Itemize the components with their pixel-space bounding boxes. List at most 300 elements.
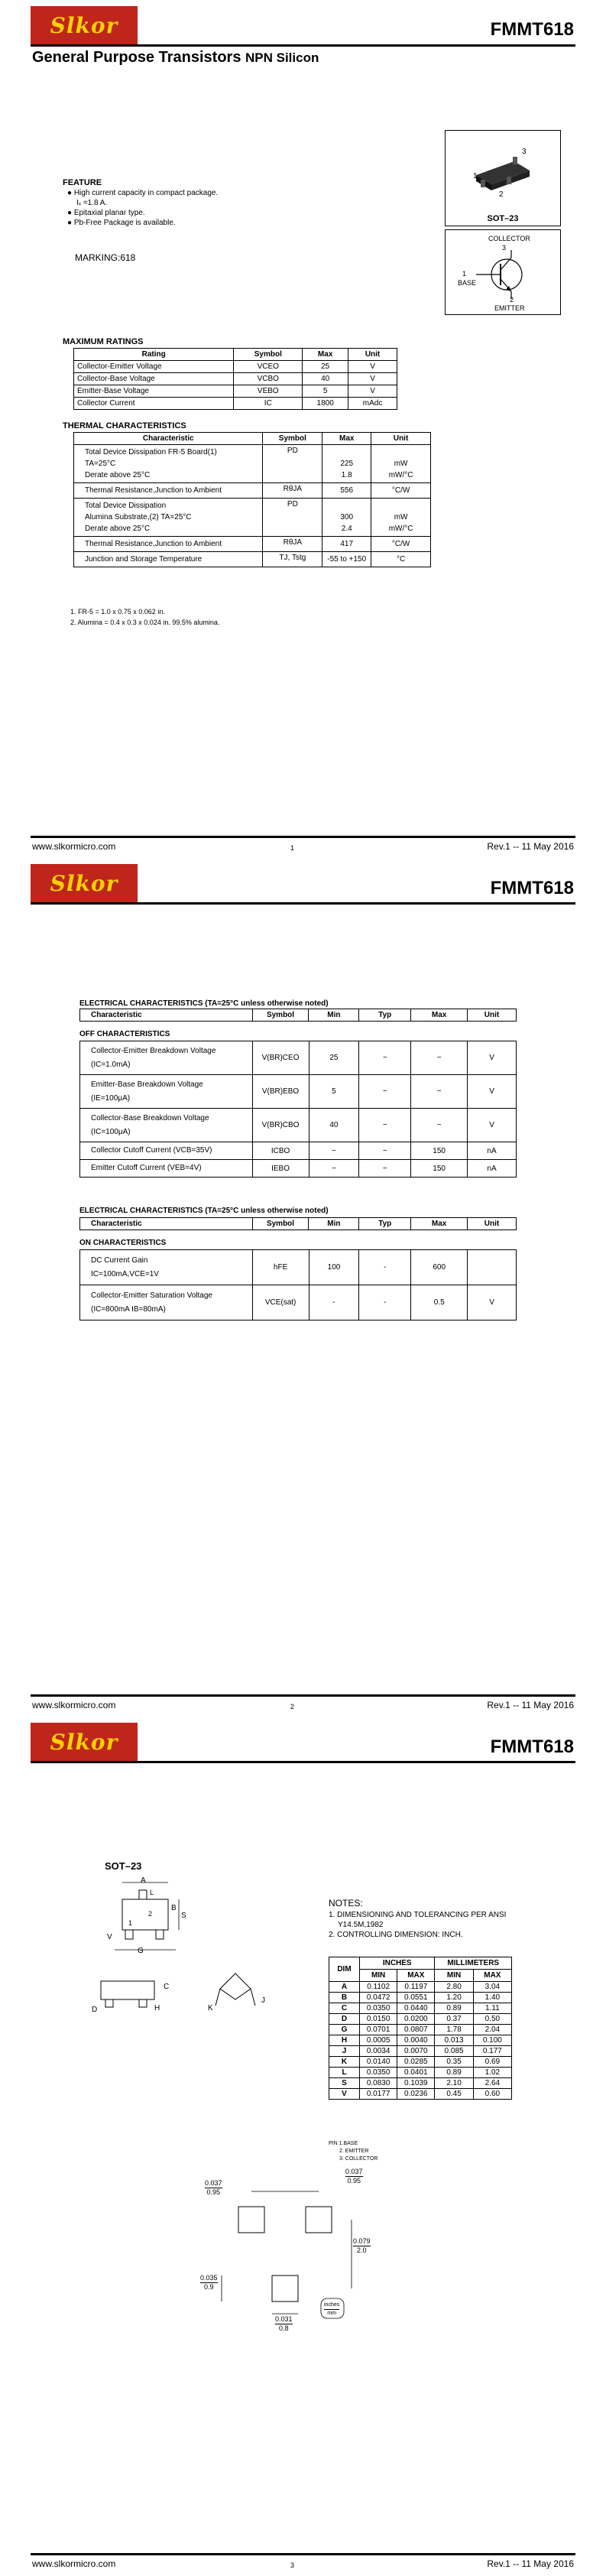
cell-line: mW bbox=[394, 460, 408, 468]
table-cell: 0.0034 bbox=[360, 2046, 397, 2057]
table-row bbox=[329, 2025, 512, 2035]
note-item: 1. FR-5 = 1.0 x 0.75 x 0.062 in. bbox=[70, 608, 165, 616]
svg-text:C: C bbox=[164, 1983, 170, 1991]
table-header-row bbox=[80, 1009, 517, 1022]
table-cell bbox=[80, 1109, 253, 1142]
svg-text:D: D bbox=[92, 2006, 98, 2014]
cell-line: IC=100mA,VCE=1V bbox=[91, 1269, 159, 1278]
table-cell bbox=[80, 1075, 253, 1109]
svg-text:1: 1 bbox=[128, 1919, 133, 1927]
table-cell: 0.0040 bbox=[397, 2035, 435, 2046]
page-number: 3 bbox=[290, 2561, 295, 2569]
table-row bbox=[80, 1109, 517, 1142]
brand-logo: Slkor bbox=[31, 864, 138, 902]
col-header: MAX bbox=[473, 1970, 511, 1982]
svg-text:V: V bbox=[107, 1933, 112, 1941]
features-title: FEATURE bbox=[63, 178, 102, 187]
cell-line bbox=[326, 447, 368, 458]
table-cell: − bbox=[359, 1160, 411, 1178]
table-cell: 40 bbox=[303, 373, 348, 385]
table-cell: 0.5 bbox=[411, 1285, 468, 1320]
max-ratings-title: MAXIMUM RATINGS bbox=[63, 337, 144, 346]
page-2 bbox=[0, 859, 606, 1717]
table-cell: 0.89 bbox=[435, 2068, 473, 2078]
pin-note: PIN 1.BASE bbox=[329, 2141, 358, 2146]
col-header: Max bbox=[303, 349, 348, 361]
on-rows-table bbox=[79, 1249, 517, 1320]
fp-dim-1: 0.037 0.95 bbox=[205, 2179, 222, 2196]
col-header: MIN bbox=[360, 1970, 397, 1982]
table-cell: VCBO bbox=[234, 373, 303, 385]
table-cell bbox=[371, 537, 431, 552]
cell-line: DC Current Gain bbox=[91, 1256, 148, 1265]
table-cell: IEBO bbox=[252, 1160, 309, 1178]
table-cell: 0.0807 bbox=[397, 2025, 435, 2035]
elec-title-off: ELECTRICAL CHARACTERISTICS (TA=25°C unless otherwise noted) bbox=[79, 999, 329, 1008]
table-row bbox=[329, 2014, 512, 2025]
table-cell bbox=[322, 537, 371, 552]
fp-dim-3: 0.079 2.0 bbox=[353, 2237, 371, 2254]
svg-text:H: H bbox=[154, 2004, 160, 2012]
table-row bbox=[80, 1142, 517, 1160]
col-header: Min bbox=[309, 1218, 359, 1230]
table-row bbox=[74, 373, 397, 385]
table-cell: V bbox=[468, 1285, 517, 1320]
table-cell: 1800 bbox=[303, 398, 348, 410]
cell-line: Collector-Emitter Breakdown Voltage bbox=[91, 1046, 216, 1055]
table-cell: V bbox=[348, 385, 397, 398]
table-cell: D bbox=[329, 2014, 360, 2025]
cell-line bbox=[326, 500, 368, 512]
cell-line: Collector-Base Breakdown Voltage bbox=[91, 1113, 209, 1122]
table-cell bbox=[74, 483, 263, 499]
table-cell: 0.0472 bbox=[360, 1993, 397, 2003]
table-cell: TJ, Tstg bbox=[263, 552, 322, 567]
table-cell: B bbox=[329, 1993, 360, 2003]
table-row bbox=[80, 1285, 517, 1320]
table-cell: 25 bbox=[303, 361, 348, 373]
col-header: Symbol bbox=[263, 433, 322, 445]
col-header: MAX bbox=[397, 1970, 435, 1982]
svg-text:B: B bbox=[171, 1904, 177, 1912]
table-cell bbox=[80, 1250, 253, 1285]
table-cell: 0.1039 bbox=[397, 2078, 435, 2089]
cell-line: 300 bbox=[340, 513, 354, 521]
col-header: Symbol bbox=[252, 1009, 309, 1022]
table-cell bbox=[371, 552, 431, 567]
table-row bbox=[329, 1993, 512, 2003]
part-number: FMMT618 bbox=[490, 19, 574, 40]
table-cell: 0.0285 bbox=[397, 2057, 435, 2068]
feature-item: ● High current capacity in compact package. bbox=[67, 189, 219, 197]
table-cell bbox=[74, 537, 263, 552]
col-header: Unit bbox=[348, 349, 397, 361]
table-cell: PD bbox=[263, 445, 322, 483]
footer-rule bbox=[31, 836, 575, 838]
table-cell: C bbox=[329, 2003, 360, 2014]
table-cell: hFE bbox=[252, 1250, 309, 1285]
footer-url: www.slkormicro.com bbox=[32, 841, 116, 852]
footer-rev: Rev.1 -- 11 May 2016 bbox=[487, 2558, 574, 2569]
table-cell: 3.04 bbox=[473, 1982, 511, 1993]
cell-line: mW bbox=[394, 513, 408, 521]
table-cell: − bbox=[359, 1142, 411, 1160]
table-cell: V bbox=[468, 1041, 517, 1075]
table-cell: 100 bbox=[309, 1250, 359, 1285]
table-cell bbox=[322, 445, 371, 483]
table-cell: 0.1197 bbox=[397, 1982, 435, 1993]
cell-line: mW/°C bbox=[388, 471, 413, 479]
col-header: MIN bbox=[435, 1970, 473, 1982]
cell-line: (IC=1.0mA) bbox=[91, 1060, 131, 1069]
table-cell: − bbox=[359, 1109, 411, 1142]
sot23-package-icon bbox=[446, 131, 560, 207]
table-cell: 0.0440 bbox=[397, 2003, 435, 2014]
fp-dim-5: 0.031 0.8 bbox=[275, 2315, 293, 2332]
table-cell: 0.0350 bbox=[360, 2068, 397, 2078]
table-cell: 1.11 bbox=[473, 2003, 511, 2014]
table-cell: mAdc bbox=[348, 398, 397, 410]
cell-line: 1.8 bbox=[341, 471, 352, 479]
table-cell: 5 bbox=[309, 1075, 359, 1109]
table-cell: RθJA bbox=[263, 537, 322, 552]
table-cell bbox=[468, 1250, 517, 1285]
svg-text:K: K bbox=[208, 2004, 213, 2012]
off-title: OFF CHARACTERISTICS bbox=[79, 1030, 170, 1038]
package-outline-title: SOT–23 bbox=[105, 1860, 142, 1872]
table-row bbox=[80, 1160, 517, 1178]
table-cell: 150 bbox=[411, 1160, 468, 1178]
page-title: General Purpose Transistors NPN Silicon bbox=[32, 49, 319, 66]
table-cell: 0.45 bbox=[435, 2089, 473, 2100]
brand-logo: Slkor bbox=[31, 1723, 138, 1761]
fp-dim-4: 0.035 0.9 bbox=[200, 2274, 218, 2291]
pin-c-label: 3 bbox=[502, 244, 507, 252]
cell-line: 2.4 bbox=[341, 525, 352, 533]
table-cell: 1.78 bbox=[435, 2025, 473, 2035]
note-item: 1. DIMENSIONING AND TOLERANCING PER ANSI bbox=[329, 1911, 507, 1919]
table-cell: 0.35 bbox=[435, 2057, 473, 2068]
table-cell: A bbox=[329, 1982, 360, 1993]
table-cell: 0.0350 bbox=[360, 2003, 397, 2014]
pin-note: 2. EMITTER bbox=[339, 2149, 369, 2154]
table-cell: ICBO bbox=[252, 1142, 309, 1160]
table-cell: 0.100 bbox=[473, 2035, 511, 2046]
table-cell: L bbox=[329, 2068, 360, 2078]
table-cell: − bbox=[309, 1142, 359, 1160]
cell-line: mW/°C bbox=[388, 525, 413, 533]
table-cell: 0.0150 bbox=[360, 2014, 397, 2025]
table-row bbox=[74, 552, 431, 567]
table-cell: H bbox=[329, 2035, 360, 2046]
table-cell: VCEO bbox=[234, 361, 303, 373]
col-header: Typ bbox=[359, 1218, 411, 1230]
col-header: MILLIMETERS bbox=[435, 1957, 512, 1970]
table-cell: 2.80 bbox=[435, 1982, 473, 1993]
transistor-symbol-icon bbox=[468, 250, 545, 299]
table-cell: 1.40 bbox=[473, 1993, 511, 2003]
table-row bbox=[329, 1982, 512, 1993]
dimensions-table bbox=[329, 1957, 512, 2100]
svg-text:2: 2 bbox=[148, 1910, 153, 1918]
footer-rule bbox=[31, 2553, 575, 2555]
table-cell bbox=[74, 445, 263, 483]
table-row bbox=[329, 2057, 512, 2068]
thermal-title: THERMAL CHARACTERISTICS bbox=[63, 421, 186, 430]
pin-e-label: 2 bbox=[510, 296, 514, 304]
table-row bbox=[329, 2078, 512, 2089]
table-cell: nA bbox=[468, 1160, 517, 1178]
col-header: DIM bbox=[329, 1957, 360, 1982]
table-cell: - bbox=[309, 1285, 359, 1320]
table-cell: 2.64 bbox=[473, 2078, 511, 2089]
table-cell: 0.0177 bbox=[360, 2089, 397, 2100]
cell-line: Emitter Cutoff Current (VEB=4V) bbox=[91, 1164, 202, 1172]
part-number: FMMT618 bbox=[490, 878, 574, 898]
table-row bbox=[74, 361, 397, 373]
table-cell: V bbox=[468, 1075, 517, 1109]
table-cell: nA bbox=[468, 1142, 517, 1160]
table-row bbox=[80, 1041, 517, 1075]
col-header: Symbol bbox=[252, 1218, 309, 1230]
table-cell: G bbox=[329, 2025, 360, 2035]
cell-line: Thermal Resistance,Junction to Ambient bbox=[85, 540, 222, 548]
table-row bbox=[80, 1075, 517, 1109]
svg-text:S: S bbox=[181, 1912, 186, 1920]
elec-title-on: ELECTRICAL CHARACTERISTICS (TA=25°C unless otherwise noted) bbox=[79, 1207, 329, 1215]
table-cell: 0.0005 bbox=[360, 2035, 397, 2046]
symbol-box bbox=[445, 229, 561, 315]
table-cell: 2.04 bbox=[473, 2025, 511, 2035]
footer-rev: Rev.1 -- 11 May 2016 bbox=[487, 1700, 574, 1710]
table-cell: Emitter-Base Voltage bbox=[74, 385, 234, 398]
cell-line: (IC=800mA IB=80mA) bbox=[91, 1304, 166, 1314]
table-row bbox=[74, 483, 431, 499]
table-cell bbox=[74, 552, 263, 567]
table-cell: PD bbox=[263, 499, 322, 537]
fp-unit-legend: inches mm bbox=[324, 2302, 340, 2316]
table-row bbox=[74, 537, 431, 552]
table-cell: 5 bbox=[303, 385, 348, 398]
footer-url: www.slkormicro.com bbox=[32, 2558, 116, 2569]
cell-line: Collector Cutoff Current (VCB=35V) bbox=[91, 1146, 212, 1155]
features-list bbox=[67, 188, 218, 228]
table-cell: 40 bbox=[309, 1109, 359, 1142]
table-cell: 0.0236 bbox=[397, 2089, 435, 2100]
table-row bbox=[329, 2089, 512, 2100]
footer-rev: Rev.1 -- 11 May 2016 bbox=[487, 841, 574, 852]
cell-line: Total Device Dissipation bbox=[85, 502, 167, 510]
table-cell: 0.0401 bbox=[397, 2068, 435, 2078]
col-header: Max bbox=[411, 1218, 468, 1230]
col-header: INCHES bbox=[360, 1957, 435, 1970]
header-rule bbox=[31, 902, 575, 905]
table-header-row bbox=[329, 1957, 512, 1970]
package-top-view-icon bbox=[92, 1876, 214, 1968]
table-cell: V bbox=[348, 361, 397, 373]
table-cell: V bbox=[348, 373, 397, 385]
table-cell: 0.0701 bbox=[360, 2025, 397, 2035]
table-row bbox=[74, 445, 431, 483]
table-cell bbox=[80, 1041, 253, 1075]
cell-line: Thermal Resistance,Junction to Ambient bbox=[85, 486, 222, 495]
table-cell: RθJA bbox=[263, 483, 322, 499]
note-item: Y14.5M,1982 bbox=[338, 1921, 384, 1929]
table-cell: 1.02 bbox=[473, 2068, 511, 2078]
package-box bbox=[445, 130, 561, 226]
table-cell: V bbox=[329, 2089, 360, 2100]
table-cell: V bbox=[468, 1109, 517, 1142]
table-row bbox=[329, 2068, 512, 2078]
col-header: Characteristic bbox=[80, 1218, 253, 1230]
table-cell: 0.0830 bbox=[360, 2078, 397, 2089]
cell-line: (IE=100μA) bbox=[91, 1093, 131, 1103]
table-cell bbox=[371, 499, 431, 537]
marking-text: MARKING:618 bbox=[75, 252, 136, 263]
footer-url: www.slkormicro.com bbox=[32, 1700, 116, 1710]
table-cell: 0.60 bbox=[473, 2089, 511, 2100]
table-row bbox=[329, 2003, 512, 2014]
on-characteristics-header bbox=[79, 1217, 517, 1230]
table-header-row bbox=[74, 433, 431, 445]
table-cell: 0.0551 bbox=[397, 1993, 435, 2003]
table-cell: − bbox=[411, 1075, 468, 1109]
svg-text:3: 3 bbox=[522, 148, 527, 156]
table-cell: VCE(sat) bbox=[252, 1285, 309, 1320]
svg-text:A: A bbox=[141, 1876, 146, 1885]
table-cell: − bbox=[411, 1109, 468, 1142]
table-cell: − bbox=[309, 1160, 359, 1178]
table-cell: Collector-Emitter Voltage bbox=[74, 361, 234, 373]
feature-item: ● Epitaxial planar type. bbox=[67, 209, 145, 217]
col-header: Characteristic bbox=[74, 433, 263, 445]
thermal-table bbox=[73, 432, 431, 567]
cell-line: Derate above 25°C bbox=[85, 471, 151, 479]
table-cell: 0.1102 bbox=[360, 1982, 397, 1993]
feature-item: ● Pb-Free Package is available. bbox=[67, 219, 176, 227]
cell-line: °C bbox=[396, 555, 406, 564]
table-cell: S bbox=[329, 2078, 360, 2089]
col-header: Unit bbox=[468, 1218, 517, 1230]
table-row bbox=[80, 1250, 517, 1285]
table-cell bbox=[74, 499, 263, 537]
cell-line: °C/W bbox=[391, 486, 410, 495]
col-header: Unit bbox=[468, 1009, 517, 1022]
col-header: Characteristic bbox=[80, 1009, 253, 1022]
table-cell: Collector Current bbox=[74, 398, 234, 410]
page-number: 2 bbox=[290, 1703, 295, 1710]
table-cell: 0.177 bbox=[473, 2046, 511, 2057]
col-header: Min bbox=[309, 1009, 359, 1022]
cell-line: 556 bbox=[340, 486, 354, 495]
svg-text:2: 2 bbox=[499, 190, 504, 199]
page-number: 1 bbox=[290, 844, 295, 852]
table-cell: V(BR)CEO bbox=[252, 1041, 309, 1075]
footer-rule bbox=[31, 1694, 575, 1697]
cell-line: Collector-Emitter Saturation Voltage bbox=[91, 1291, 212, 1300]
emitter-label: EMITTER bbox=[494, 304, 525, 312]
col-header: Rating bbox=[74, 349, 234, 361]
base-label: BASE bbox=[458, 279, 477, 287]
table-cell: IC bbox=[234, 398, 303, 410]
pin-b-label: 1 bbox=[462, 270, 467, 278]
thermal-notes bbox=[70, 606, 219, 628]
table-cell: Collector-Base Voltage bbox=[74, 373, 234, 385]
table-cell bbox=[80, 1142, 253, 1160]
table-cell bbox=[371, 483, 431, 499]
pin-note: 3. COLLECTOR bbox=[339, 2156, 378, 2162]
table-cell: − bbox=[359, 1041, 411, 1075]
table-cell bbox=[371, 445, 431, 483]
page-1 bbox=[0, 0, 606, 859]
feature-item: Iₓ =1.8 A. bbox=[76, 199, 108, 207]
table-cell: - bbox=[359, 1250, 411, 1285]
svg-text:G: G bbox=[138, 1947, 144, 1955]
page-3 bbox=[0, 1717, 606, 2576]
table-cell: 2.10 bbox=[435, 2078, 473, 2089]
on-title: ON CHARACTERISTICS bbox=[79, 1239, 167, 1247]
table-cell: 600 bbox=[411, 1250, 468, 1285]
off-characteristics-table bbox=[79, 1009, 517, 1022]
max-ratings-table bbox=[73, 348, 397, 410]
cell-line: Alumina Substrate,(2) TA=25°C bbox=[85, 513, 192, 521]
table-cell: - bbox=[359, 1285, 411, 1320]
cell-line: 225 bbox=[340, 460, 354, 468]
table-cell: 0.89 bbox=[435, 2003, 473, 2014]
svg-text:L: L bbox=[150, 1889, 154, 1896]
table-cell bbox=[322, 552, 371, 567]
table-cell: VEBO bbox=[234, 385, 303, 398]
cell-line: (IC=100μA) bbox=[91, 1127, 131, 1136]
table-row bbox=[74, 499, 431, 537]
table-cell: 25 bbox=[309, 1041, 359, 1075]
table-cell: V(BR)CBO bbox=[252, 1109, 309, 1142]
table-cell bbox=[322, 499, 371, 537]
table-cell: V(BR)EBO bbox=[252, 1075, 309, 1109]
table-row bbox=[74, 385, 397, 398]
collector-label: COLLECTOR bbox=[488, 235, 530, 242]
table-cell: 0.69 bbox=[473, 2057, 511, 2068]
cell-line: Derate above 25°C bbox=[85, 525, 151, 533]
cell-line: 417 bbox=[340, 540, 354, 548]
table-header-row bbox=[80, 1218, 517, 1230]
brand-logo: Slkor bbox=[31, 6, 138, 44]
svg-text:1: 1 bbox=[473, 172, 478, 180]
table-cell: − bbox=[411, 1041, 468, 1075]
col-header: Max bbox=[411, 1009, 468, 1022]
note-item: 2. Alumina = 0.4 x 0.3 x 0.024 in. 99.5% alumina. bbox=[70, 619, 220, 626]
package-end-view-icon bbox=[205, 1966, 274, 2027]
svg-text:J: J bbox=[261, 1996, 265, 2005]
table-cell: K bbox=[329, 2057, 360, 2068]
table-cell: 150 bbox=[411, 1142, 468, 1160]
header-rule bbox=[31, 1761, 575, 1763]
cell-line: °C/W bbox=[391, 540, 410, 548]
table-cell: 0.013 bbox=[435, 2035, 473, 2046]
package-label: SOT–23 bbox=[487, 214, 519, 223]
cell-line bbox=[374, 500, 427, 512]
table-header-row bbox=[74, 349, 397, 361]
cell-line bbox=[374, 447, 427, 458]
col-header: Unit bbox=[371, 433, 431, 445]
col-header: Max bbox=[322, 433, 371, 445]
table-cell: J bbox=[329, 2046, 360, 2057]
table-cell: − bbox=[359, 1075, 411, 1109]
table-cell: 0.085 bbox=[435, 2046, 473, 2057]
table-cell bbox=[322, 483, 371, 499]
table-cell: 0.0140 bbox=[360, 2057, 397, 2068]
off-rows-table bbox=[79, 1041, 517, 1178]
